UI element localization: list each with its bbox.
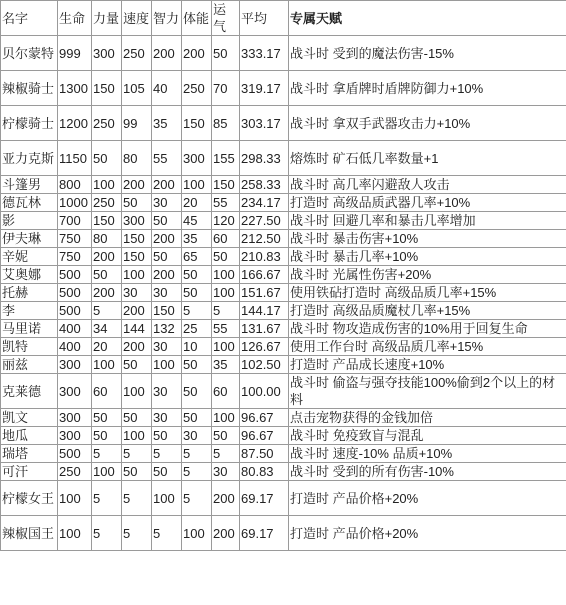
cell-hp: 700	[58, 212, 92, 230]
header-strength: 力量	[92, 1, 122, 36]
cell-hp: 100	[58, 481, 92, 516]
cell-average: 258.33	[240, 176, 289, 194]
table-row	[1, 463, 566, 481]
cell-strength: 5	[92, 445, 122, 463]
cell-stamina: 50	[182, 409, 212, 427]
cell-name: 伊夫琳	[1, 230, 58, 248]
cell-talent: 打造时 高级品质武器几率+10%	[289, 194, 566, 212]
cell-average: 210.83	[240, 248, 289, 266]
cell-name: 瑞塔	[1, 445, 58, 463]
cell-luck: 200	[212, 516, 240, 551]
cell-talent: 熔炼时 矿石低几率数量+1	[289, 141, 566, 176]
cell-luck: 120	[212, 212, 240, 230]
cell-stamina: 100	[182, 516, 212, 551]
cell-stamina: 10	[182, 338, 212, 356]
cell-average: 333.17	[240, 36, 289, 71]
cell-luck: 100	[212, 338, 240, 356]
header-talent: 专属天赋	[289, 1, 566, 36]
cell-intelligence: 150	[152, 302, 182, 320]
cell-average: 319.17	[240, 71, 289, 106]
cell-strength: 100	[92, 176, 122, 194]
cell-strength: 200	[92, 284, 122, 302]
cell-luck: 55	[212, 194, 240, 212]
cell-average: 87.50	[240, 445, 289, 463]
cell-speed: 5	[122, 445, 152, 463]
header-hp: 生命	[58, 1, 92, 36]
cell-intelligence: 30	[152, 284, 182, 302]
table-row	[1, 36, 566, 71]
cell-luck: 50	[212, 36, 240, 71]
cell-strength: 34	[92, 320, 122, 338]
cell-hp: 500	[58, 302, 92, 320]
cell-talent: 战斗时 拿盾牌时盾牌防御力+10%	[289, 71, 566, 106]
cell-stamina: 200	[182, 36, 212, 71]
cell-name: 马里诺	[1, 320, 58, 338]
cell-strength: 150	[92, 212, 122, 230]
cell-luck: 100	[212, 266, 240, 284]
table-row	[1, 212, 566, 230]
cell-name: 辛妮	[1, 248, 58, 266]
cell-speed: 80	[122, 141, 152, 176]
cell-luck: 100	[212, 409, 240, 427]
table-row	[1, 230, 566, 248]
cell-hp: 500	[58, 266, 92, 284]
cell-speed: 100	[122, 374, 152, 409]
table-row	[1, 248, 566, 266]
cell-average: 234.17	[240, 194, 289, 212]
cell-speed: 200	[122, 338, 152, 356]
cell-stamina: 65	[182, 248, 212, 266]
cell-hp: 500	[58, 284, 92, 302]
table-row	[1, 284, 566, 302]
cell-strength: 50	[92, 266, 122, 284]
cell-stamina: 30	[182, 427, 212, 445]
cell-intelligence: 50	[152, 212, 182, 230]
cell-intelligence: 50	[152, 427, 182, 445]
cell-strength: 50	[92, 141, 122, 176]
cell-luck: 150	[212, 176, 240, 194]
table-row	[1, 427, 566, 445]
cell-speed: 50	[122, 194, 152, 212]
cell-talent: 战斗时 拿双手武器攻击力+10%	[289, 106, 566, 141]
cell-name: 柠檬骑士	[1, 106, 58, 141]
cell-average: 100.00	[240, 374, 289, 409]
cell-hp: 1300	[58, 71, 92, 106]
cell-hp: 300	[58, 356, 92, 374]
cell-intelligence: 5	[152, 445, 182, 463]
cell-talent: 战斗时 暴击几率+10%	[289, 248, 566, 266]
cell-intelligence: 35	[152, 106, 182, 141]
cell-name: 凯特	[1, 338, 58, 356]
table-row	[1, 302, 566, 320]
cell-average: 144.17	[240, 302, 289, 320]
cell-stamina: 5	[182, 445, 212, 463]
cell-speed: 100	[122, 266, 152, 284]
cell-strength: 50	[92, 409, 122, 427]
table-row	[1, 106, 566, 141]
cell-hp: 1150	[58, 141, 92, 176]
table-row	[1, 445, 566, 463]
cell-luck: 50	[212, 427, 240, 445]
cell-intelligence: 30	[152, 409, 182, 427]
cell-luck: 70	[212, 71, 240, 106]
cell-stamina: 5	[182, 302, 212, 320]
cell-talent: 点击宠物获得的金钱加倍	[289, 409, 566, 427]
cell-name: 丽兹	[1, 356, 58, 374]
cell-stamina: 150	[182, 106, 212, 141]
cell-strength: 200	[92, 248, 122, 266]
cell-strength: 100	[92, 463, 122, 481]
cell-average: 126.67	[240, 338, 289, 356]
cell-intelligence: 100	[152, 481, 182, 516]
cell-stamina: 5	[182, 463, 212, 481]
cell-stamina: 20	[182, 194, 212, 212]
cell-hp: 1200	[58, 106, 92, 141]
cell-intelligence: 55	[152, 141, 182, 176]
cell-speed: 5	[122, 481, 152, 516]
cell-speed: 150	[122, 230, 152, 248]
cell-name: 托赫	[1, 284, 58, 302]
table-row	[1, 409, 566, 427]
cell-average: 131.67	[240, 320, 289, 338]
cell-name: 柠檬女王	[1, 481, 58, 516]
cell-luck: 55	[212, 320, 240, 338]
cell-talent: 战斗时 受到的魔法伤害-15%	[289, 36, 566, 71]
cell-average: 80.83	[240, 463, 289, 481]
cell-speed: 144	[122, 320, 152, 338]
cell-stamina: 50	[182, 266, 212, 284]
cell-hp: 400	[58, 338, 92, 356]
cell-talent: 战斗时 光属性伤害+20%	[289, 266, 566, 284]
header-luck: 运气	[212, 1, 240, 36]
cell-average: 69.17	[240, 516, 289, 551]
cell-intelligence: 50	[152, 463, 182, 481]
table-row	[1, 71, 566, 106]
cell-average: 96.67	[240, 409, 289, 427]
table-row	[1, 338, 566, 356]
cell-stamina: 300	[182, 141, 212, 176]
cell-strength: 250	[92, 194, 122, 212]
cell-intelligence: 30	[152, 194, 182, 212]
cell-hp: 100	[58, 516, 92, 551]
cell-speed: 300	[122, 212, 152, 230]
header-stamina: 体能	[182, 1, 212, 36]
cell-average: 151.67	[240, 284, 289, 302]
cell-intelligence: 200	[152, 36, 182, 71]
table-body	[1, 36, 566, 551]
cell-intelligence: 50	[152, 248, 182, 266]
cell-stamina: 5	[182, 481, 212, 516]
cell-average: 298.33	[240, 141, 289, 176]
cell-stamina: 50	[182, 374, 212, 409]
cell-luck: 85	[212, 106, 240, 141]
cell-luck: 200	[212, 481, 240, 516]
cell-talent: 战斗时 速度-10% 品质+10%	[289, 445, 566, 463]
cell-strength: 150	[92, 71, 122, 106]
table-row	[1, 516, 566, 551]
cell-talent: 战斗时 暴击伤害+10%	[289, 230, 566, 248]
cell-luck: 100	[212, 284, 240, 302]
header-name: 名字	[1, 1, 58, 36]
cell-luck: 155	[212, 141, 240, 176]
cell-name: 德瓦林	[1, 194, 58, 212]
cell-speed: 5	[122, 516, 152, 551]
cell-luck: 50	[212, 248, 240, 266]
table-row	[1, 266, 566, 284]
cell-talent: 战斗时 偷盗与强夺技能100%偷到2个以上的材料	[289, 374, 566, 409]
cell-intelligence: 200	[152, 266, 182, 284]
cell-stamina: 50	[182, 284, 212, 302]
cell-intelligence: 100	[152, 356, 182, 374]
cell-hp: 750	[58, 230, 92, 248]
cell-luck: 5	[212, 445, 240, 463]
cell-speed: 99	[122, 106, 152, 141]
cell-speed: 250	[122, 36, 152, 71]
cell-hp: 400	[58, 320, 92, 338]
cell-strength: 60	[92, 374, 122, 409]
cell-stamina: 35	[182, 230, 212, 248]
cell-hp: 750	[58, 248, 92, 266]
table-row	[1, 374, 566, 409]
cell-speed: 200	[122, 302, 152, 320]
cell-speed: 150	[122, 248, 152, 266]
cell-speed: 50	[122, 356, 152, 374]
cell-strength: 250	[92, 106, 122, 141]
cell-intelligence: 30	[152, 338, 182, 356]
header-speed: 速度	[122, 1, 152, 36]
cell-average: 212.50	[240, 230, 289, 248]
cell-talent: 打造时 产品价格+20%	[289, 516, 566, 551]
cell-hp: 999	[58, 36, 92, 71]
cell-luck: 60	[212, 374, 240, 409]
cell-name: 地瓜	[1, 427, 58, 445]
cell-strength: 300	[92, 36, 122, 71]
cell-talent: 战斗时 物攻造成伤害的10%用于回复生命	[289, 320, 566, 338]
cell-stamina: 45	[182, 212, 212, 230]
cell-hp: 800	[58, 176, 92, 194]
cell-intelligence: 132	[152, 320, 182, 338]
cell-talent: 战斗时 高几率闪避敌人攻击	[289, 176, 566, 194]
cell-name: 影	[1, 212, 58, 230]
cell-name: 辣椒骑士	[1, 71, 58, 106]
table-row	[1, 194, 566, 212]
cell-name: 李	[1, 302, 58, 320]
cell-talent: 打造时 产品成长速度+10%	[289, 356, 566, 374]
cell-strength: 80	[92, 230, 122, 248]
cell-intelligence: 30	[152, 374, 182, 409]
cell-intelligence: 200	[152, 176, 182, 194]
table-row	[1, 176, 566, 194]
cell-hp: 300	[58, 409, 92, 427]
cell-strength: 5	[92, 516, 122, 551]
cell-average: 102.50	[240, 356, 289, 374]
cell-speed: 50	[122, 463, 152, 481]
cell-speed: 30	[122, 284, 152, 302]
cell-average: 227.50	[240, 212, 289, 230]
cell-name: 克莱德	[1, 374, 58, 409]
cell-name: 亚力克斯	[1, 141, 58, 176]
cell-strength: 20	[92, 338, 122, 356]
cell-name: 凯文	[1, 409, 58, 427]
cell-talent: 打造时 产品价格+20%	[289, 481, 566, 516]
cell-speed: 100	[122, 427, 152, 445]
cell-talent: 战斗时 受到的所有伤害-10%	[289, 463, 566, 481]
header-average: 平均	[240, 1, 289, 36]
cell-luck: 35	[212, 356, 240, 374]
cell-intelligence: 5	[152, 516, 182, 551]
cell-luck: 30	[212, 463, 240, 481]
cell-talent: 战斗时 免疫致盲与混乱	[289, 427, 566, 445]
cell-average: 166.67	[240, 266, 289, 284]
cell-speed: 200	[122, 176, 152, 194]
cell-intelligence: 40	[152, 71, 182, 106]
cell-stamina: 50	[182, 356, 212, 374]
table-row	[1, 141, 566, 176]
cell-hp: 300	[58, 427, 92, 445]
cell-stamina: 250	[182, 71, 212, 106]
cell-name: 贝尔蒙特	[1, 36, 58, 71]
cell-hp: 1000	[58, 194, 92, 212]
cell-luck: 5	[212, 302, 240, 320]
cell-speed: 50	[122, 409, 152, 427]
cell-name: 艾奥娜	[1, 266, 58, 284]
cell-luck: 60	[212, 230, 240, 248]
cell-strength: 5	[92, 302, 122, 320]
cell-hp: 250	[58, 463, 92, 481]
table-row	[1, 356, 566, 374]
cell-intelligence: 200	[152, 230, 182, 248]
cell-average: 96.67	[240, 427, 289, 445]
header-row	[1, 1, 566, 36]
cell-speed: 105	[122, 71, 152, 106]
cell-hp: 300	[58, 374, 92, 409]
table-row	[1, 320, 566, 338]
cell-talent: 使用铁砧打造时 高级品质几率+15%	[289, 284, 566, 302]
cell-strength: 50	[92, 427, 122, 445]
cell-name: 辣椒国王	[1, 516, 58, 551]
cell-stamina: 100	[182, 176, 212, 194]
header-intelligence: 智力	[152, 1, 182, 36]
cell-hp: 500	[58, 445, 92, 463]
cell-talent: 打造时 高级品质魔杖几率+15%	[289, 302, 566, 320]
cell-name: 斗篷男	[1, 176, 58, 194]
cell-strength: 5	[92, 481, 122, 516]
table-row	[1, 481, 566, 516]
cell-stamina: 25	[182, 320, 212, 338]
cell-talent: 使用工作台时 高级品质几率+15%	[289, 338, 566, 356]
cell-name: 可汗	[1, 463, 58, 481]
cell-average: 303.17	[240, 106, 289, 141]
cell-talent: 战斗时 回避几率和暴击几率增加	[289, 212, 566, 230]
cell-average: 69.17	[240, 481, 289, 516]
cell-strength: 100	[92, 356, 122, 374]
